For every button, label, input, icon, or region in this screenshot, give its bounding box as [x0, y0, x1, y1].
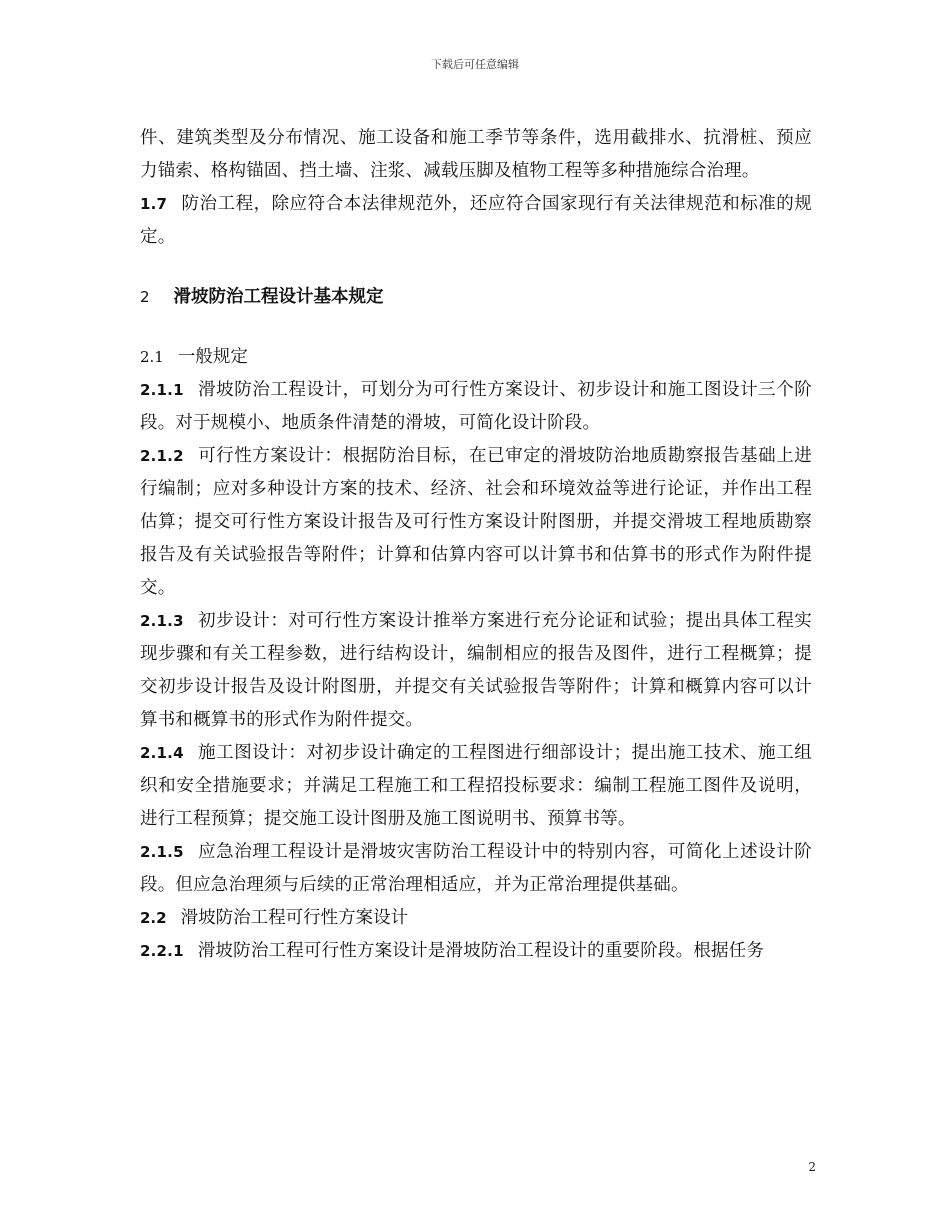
- subsection-number: 2.2: [140, 909, 167, 927]
- document-body: [140, 122, 812, 968]
- clause-text: 滑坡防治工程可行性方案设计是滑坡防治工程设计的重要阶段。根据任务: [197, 941, 765, 961]
- clause-2-1-5: [140, 836, 812, 902]
- subsection-number: 2.1: [140, 348, 164, 366]
- clause-number: 2.1.4: [140, 744, 184, 762]
- clause-number: 1.7: [140, 195, 168, 213]
- page-number: 2: [808, 1160, 816, 1174]
- clause-2-1-3: [140, 605, 812, 737]
- clause-number: 2.1.5: [140, 843, 184, 861]
- section-heading-2: [140, 281, 812, 314]
- clause-2-1-1: [140, 374, 812, 440]
- subsection-2-1: [140, 341, 812, 374]
- clause-2-1-4: [140, 737, 812, 836]
- clause-2-2-1: [140, 935, 812, 968]
- clause-text: 施工图设计：对初步设计确定的工程图进行细部设计；提出施工技术、施工组织和安全措施要求；并满足工程施工和工程招投标要求：编制工程施工图件及说明，进行工程预算；提交施工设计图册及施工图说明书、预算书等。: [140, 743, 812, 829]
- clause-number: 2.1.1: [140, 381, 184, 399]
- subsection-title: 滑坡防治工程可行性方案设计: [180, 908, 409, 928]
- clause-text: 防治工程，除应符合本法律规范外，还应符合国家现行有关法律规范和标准的规定。: [140, 194, 812, 247]
- clause-2-1-2: [140, 440, 812, 605]
- page-header: 下载后可任意编辑: [431, 58, 519, 71]
- clause-1-7: [140, 188, 812, 254]
- section-number: 2: [140, 288, 150, 306]
- clause-text: 初步设计：对可行性方案设计推举方案进行充分论证和试验；提出具体工程实现步骤和有关工程参数，进行结构设计，编制相应的报告及图件，进行工程概算；提交初步设计报告及设计附图册，并提交有关试验报告等附件；计算和概算内容可以计算书和概算书的形式作为附件提交。: [140, 611, 812, 730]
- clause-text: 应急治理工程设计是滑坡灾害防治工程设计中的特别内容，可简化上述设计阶段。但应急治理须与后续的正常治理相适应，并为正常治理提供基础。: [140, 842, 812, 895]
- clause-text: 可行性方案设计：根据防治目标，在已审定的滑坡防治地质勘察报告基础上进行编制；应对多种设计方案的技术、经济、社会和环境效益等进行论证，并作出工程估算；提交可行性方案设计报告及可行性方案设计附图册，并提交滑坡工程地质勘察报告及有关试验报告等附件；计算和估算内容可以计算书和估算书的形式作为附件提交。: [140, 446, 812, 598]
- clause-number: 2.1.3: [140, 612, 184, 630]
- subsection-title: 一般规定: [177, 347, 248, 367]
- clause-number: 2.1.2: [140, 447, 184, 465]
- subsection-2-2: [140, 902, 812, 935]
- paragraph-continuation: 件、建筑类型及分布情况、施工设备和施工季节等条件，选用截排水、抗滑桩、预应力锚索、格构锚固、挡土墙、注浆、减载压脚及植物工程等多种措施综合治理。: [140, 128, 812, 181]
- clause-text: 滑坡防治工程设计，可划分为可行性方案设计、初步设计和施工图设计三个阶段。对于规模小、地质条件清楚的滑坡，可简化设计阶段。: [140, 380, 812, 433]
- clause-number: 2.2.1: [140, 942, 184, 960]
- section-title: 滑坡防治工程设计基本规定: [173, 287, 384, 307]
